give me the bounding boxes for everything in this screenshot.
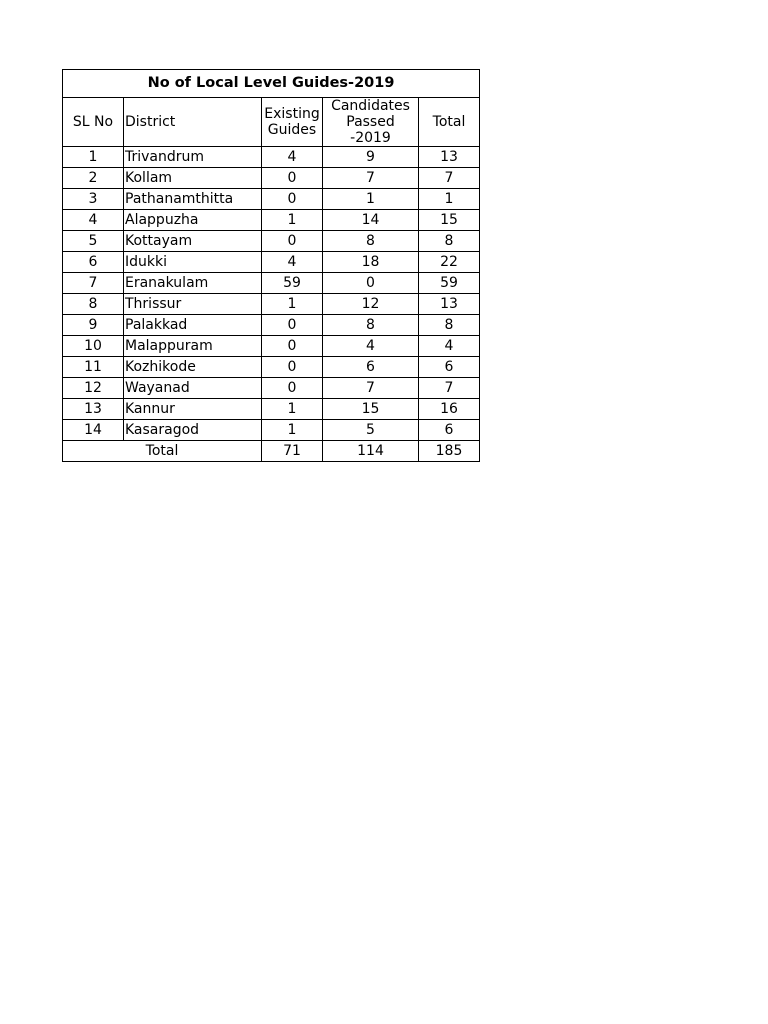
cell-candidates-passed: 9 (323, 147, 419, 168)
table-row (63, 420, 480, 441)
table-row (63, 294, 480, 315)
cell-total: 13 (419, 294, 480, 315)
cell-candidates-passed: 5 (323, 420, 419, 441)
header-row (63, 98, 480, 147)
cell-district: Kannur (124, 399, 262, 420)
cell-district: Kollam (124, 168, 262, 189)
table-row (63, 378, 480, 399)
cell-total: 22 (419, 252, 480, 273)
cell-sl-no: 14 (63, 420, 124, 441)
cell-sl-no: 13 (63, 399, 124, 420)
cell-total: 8 (419, 231, 480, 252)
cell-total: 8 (419, 315, 480, 336)
cell-existing-guides: 4 (262, 252, 323, 273)
header-candidates-passed: Candidates Passed -2019 (323, 98, 419, 147)
cell-candidates-passed: 8 (323, 315, 419, 336)
cell-candidates-passed: 7 (323, 168, 419, 189)
cell-district: Kottayam (124, 231, 262, 252)
table-row (63, 273, 480, 294)
table-row (63, 336, 480, 357)
table-title: No of Local Level Guides-2019 (63, 70, 480, 98)
cell-sl-no: 10 (63, 336, 124, 357)
table-row (63, 210, 480, 231)
cell-candidates-passed: 6 (323, 357, 419, 378)
cell-total: 1 (419, 189, 480, 210)
cell-candidates-passed: 15 (323, 399, 419, 420)
cell-existing-guides: 0 (262, 189, 323, 210)
cell-candidates-passed: 18 (323, 252, 419, 273)
table-row (63, 189, 480, 210)
cell-existing-guides: 0 (262, 231, 323, 252)
cell-district: Alappuzha (124, 210, 262, 231)
cell-district: Trivandrum (124, 147, 262, 168)
totals-label: Total (63, 441, 262, 462)
cell-existing-guides: 1 (262, 420, 323, 441)
cell-existing-guides: 59 (262, 273, 323, 294)
cell-sl-no: 9 (63, 315, 124, 336)
table-row (63, 357, 480, 378)
cell-sl-no: 11 (63, 357, 124, 378)
table-row (63, 399, 480, 420)
cell-total: 15 (419, 210, 480, 231)
header-total: Total (419, 98, 480, 147)
cell-total: 6 (419, 357, 480, 378)
cell-district: Eranakulam (124, 273, 262, 294)
totals-total: 185 (419, 441, 480, 462)
totals-existing: 71 (262, 441, 323, 462)
cell-existing-guides: 4 (262, 147, 323, 168)
cell-sl-no: 6 (63, 252, 124, 273)
cell-total: 16 (419, 399, 480, 420)
cell-candidates-passed: 7 (323, 378, 419, 399)
cell-district: Thrissur (124, 294, 262, 315)
table-row (63, 252, 480, 273)
cell-district: Kozhikode (124, 357, 262, 378)
table-row (63, 231, 480, 252)
cell-existing-guides: 1 (262, 210, 323, 231)
cell-sl-no: 4 (63, 210, 124, 231)
cell-total: 13 (419, 147, 480, 168)
table-row (63, 315, 480, 336)
cell-candidates-passed: 4 (323, 336, 419, 357)
totals-passed: 114 (323, 441, 419, 462)
cell-existing-guides: 0 (262, 315, 323, 336)
table-body (63, 147, 480, 441)
cell-candidates-passed: 14 (323, 210, 419, 231)
cell-district: Malappuram (124, 336, 262, 357)
cell-total: 7 (419, 378, 480, 399)
cell-sl-no: 12 (63, 378, 124, 399)
cell-candidates-passed: 0 (323, 273, 419, 294)
cell-total: 4 (419, 336, 480, 357)
cell-existing-guides: 0 (262, 357, 323, 378)
totals-row (63, 441, 480, 462)
cell-district: Idukki (124, 252, 262, 273)
local-guides-table (62, 69, 480, 462)
cell-sl-no: 1 (63, 147, 124, 168)
header-district: District (124, 98, 262, 147)
cell-sl-no: 8 (63, 294, 124, 315)
cell-existing-guides: 1 (262, 399, 323, 420)
cell-candidates-passed: 1 (323, 189, 419, 210)
cell-sl-no: 5 (63, 231, 124, 252)
cell-district: Pathanamthitta (124, 189, 262, 210)
cell-district: Kasaragod (124, 420, 262, 441)
cell-district: Palakkad (124, 315, 262, 336)
cell-sl-no: 7 (63, 273, 124, 294)
cell-district: Wayanad (124, 378, 262, 399)
cell-total: 7 (419, 168, 480, 189)
cell-total: 59 (419, 273, 480, 294)
cell-existing-guides: 0 (262, 336, 323, 357)
cell-existing-guides: 1 (262, 294, 323, 315)
cell-existing-guides: 0 (262, 378, 323, 399)
cell-total: 6 (419, 420, 480, 441)
cell-sl-no: 2 (63, 168, 124, 189)
header-existing-guides: Existing Guides (262, 98, 323, 147)
table-row (63, 168, 480, 189)
table-row (63, 147, 480, 168)
cell-sl-no: 3 (63, 189, 124, 210)
cell-existing-guides: 0 (262, 168, 323, 189)
cell-candidates-passed: 8 (323, 231, 419, 252)
cell-candidates-passed: 12 (323, 294, 419, 315)
header-sl-no: SL No (63, 98, 124, 147)
